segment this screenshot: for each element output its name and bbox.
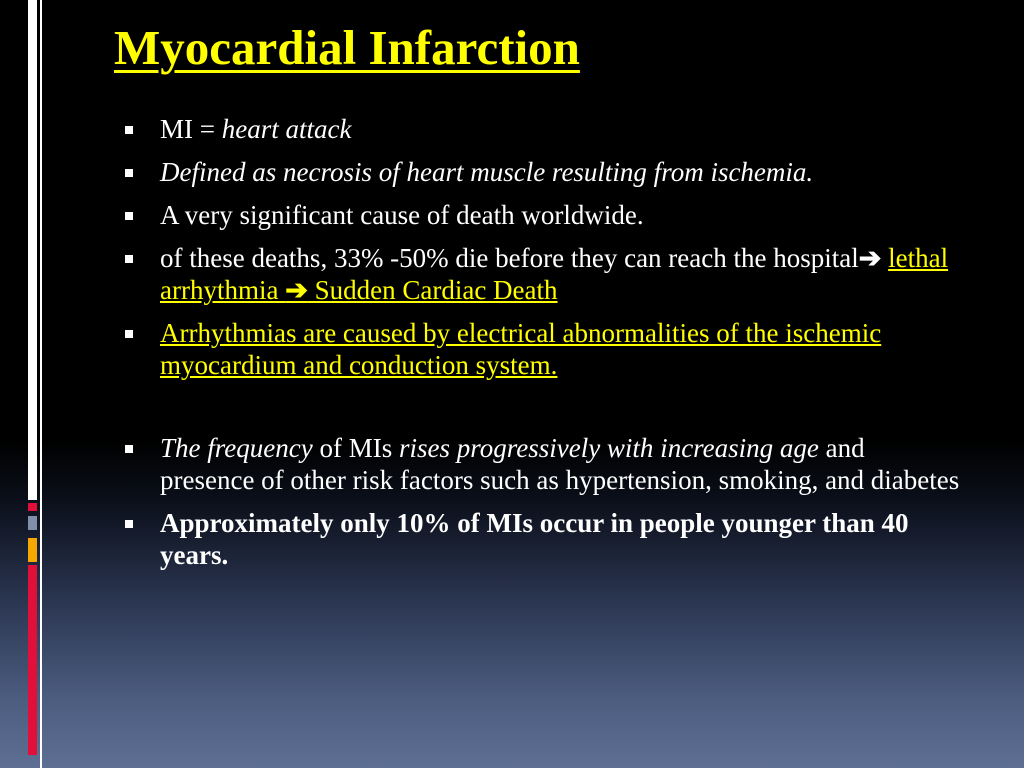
bullet-text: MI = bbox=[160, 114, 222, 144]
right-arrow-icon: ➔ bbox=[285, 275, 308, 305]
bullet-item-young-patients bbox=[120, 507, 960, 571]
link-arrhythmias[interactable]: Arrhythmias are caused by electrical abnormalities of the ischemic myocardium and conduction system. bbox=[160, 318, 882, 380]
bullet-text: of these deaths, 33% -50% die before they can reach the hospital bbox=[160, 243, 859, 273]
strip-bar-red-bottom bbox=[28, 565, 37, 755]
right-arrow-icon: ➔ bbox=[858, 243, 882, 273]
slide-title: Myocardial Infarction bbox=[114, 20, 580, 75]
bullet-item-defined bbox=[120, 156, 960, 188]
square-bullet-icon bbox=[125, 445, 133, 453]
bullet-bold-text: Approximately only 10% of MIs occur in people younger than 40 years. bbox=[160, 508, 909, 570]
square-bullet-icon bbox=[125, 520, 133, 528]
square-bullet-icon bbox=[125, 255, 133, 263]
strip-bar-grey bbox=[28, 516, 37, 530]
bullet-italic-text: Defined as necrosis of heart muscle resulting from ischemia. bbox=[160, 157, 814, 187]
bullet-italic-text: heart attack bbox=[221, 114, 352, 144]
bullet-text: of MIs bbox=[312, 433, 399, 463]
left-decorative-strip bbox=[0, 0, 42, 768]
strip-divider-line bbox=[40, 0, 42, 768]
bullet-italic-text: The frequency bbox=[160, 433, 313, 463]
bullet-text: A very significant cause of death worldwide. bbox=[160, 200, 644, 230]
strip-bar-orange bbox=[28, 538, 37, 562]
square-bullet-icon bbox=[125, 330, 133, 338]
link-sudden-cardiac-death[interactable]: Sudden Cardiac Death bbox=[307, 275, 558, 305]
strip-bar-white bbox=[28, 0, 37, 500]
bullet-text: and presence of other risk factors such as hypertension, smoking, and diabetes bbox=[160, 433, 960, 495]
strip-bar-red-top bbox=[28, 503, 37, 511]
bullet-item-arrhythmias bbox=[120, 317, 960, 381]
bullet-item-cause-of-death bbox=[120, 199, 960, 231]
bullet-item-frequency bbox=[120, 432, 960, 496]
bullet-item-death-statistics bbox=[120, 242, 960, 306]
link-lethal-arrhythmia[interactable]: lethal arrhythmia bbox=[160, 243, 949, 305]
square-bullet-icon bbox=[125, 126, 133, 134]
bullet-item-mi-definition bbox=[120, 113, 960, 145]
bullet-list bbox=[120, 113, 960, 582]
bullet-italic-text: rises progressively with increasing age bbox=[398, 433, 819, 463]
square-bullet-icon bbox=[125, 212, 133, 220]
square-bullet-icon bbox=[125, 169, 133, 177]
